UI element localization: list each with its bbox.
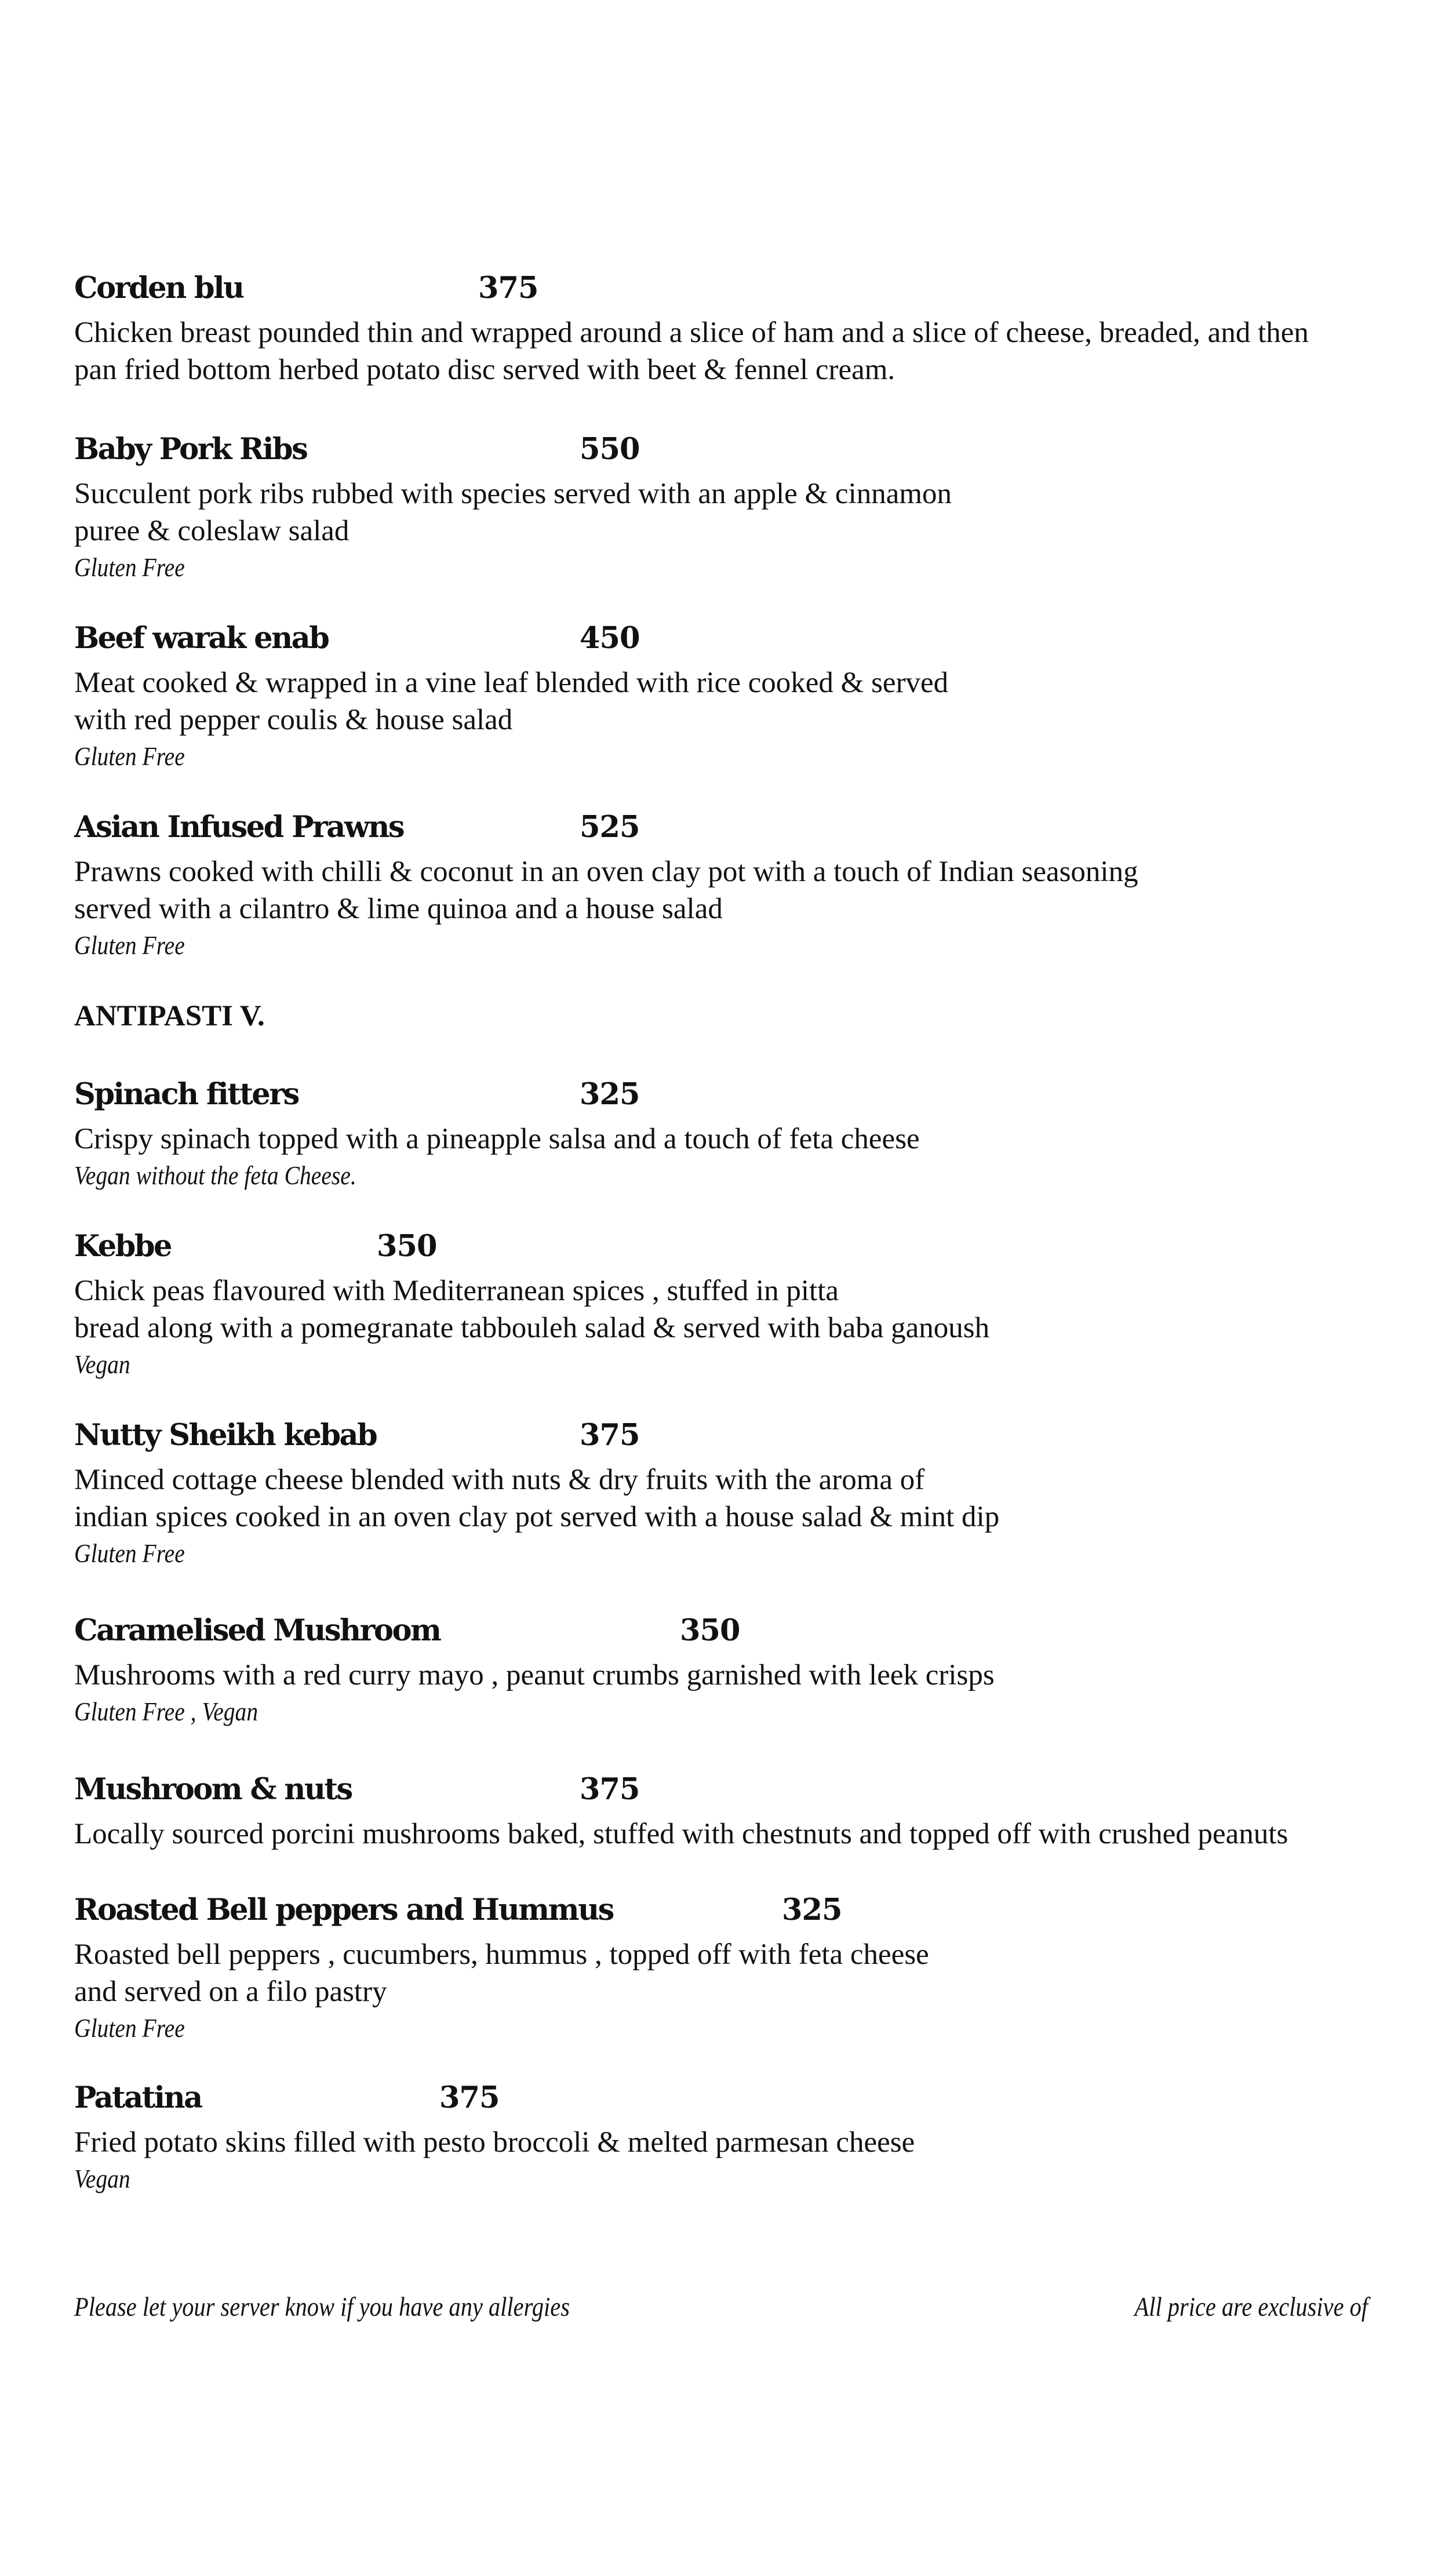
item-name: Spinach fitters	[74, 1077, 298, 1112]
menu-item-nutty-sheikh-kebab	[74, 1415, 1407, 1571]
dietary-tag: Gluten Free , Vegan	[74, 1697, 259, 1726]
dietary-tag: Vegan	[74, 2164, 130, 2193]
item-price: 525	[580, 810, 640, 845]
item-name: Nutty Sheikh kebab	[74, 1418, 377, 1453]
dietary-tag: Gluten Free	[74, 930, 185, 960]
menu-item-spinach-fitters	[74, 1074, 1407, 1194]
item-name: Kebbe	[74, 1229, 171, 1264]
dietary-tag: Vegan without the feta Cheese.	[74, 1160, 356, 1190]
menu-item-asian-infused-prawns	[74, 807, 1407, 963]
price-note: All price are exclusive of	[1134, 2292, 1368, 2322]
item-description-line: and served on a filo pastry	[74, 1975, 387, 2008]
item-description-line: Meat cooked & wrapped in a vine leaf blended with rice cooked & served	[74, 667, 949, 699]
menu-item-corden-blu	[74, 268, 1407, 388]
item-description-line: Crispy spinach topped with a pineapple salsa and a touch of feta cheese	[74, 1123, 920, 1155]
section-heading: ANTIPASTI V.	[74, 1000, 265, 1032]
menu-item-mushroom-and-nuts	[74, 1769, 1407, 1853]
item-name: Caramelised Mushroom	[74, 1613, 440, 1648]
item-name: Roasted Bell peppers and Hummus	[74, 1893, 613, 1927]
item-description-line: puree & coleslaw salad	[74, 515, 349, 547]
menu-item-baby-pork-ribs	[74, 429, 1407, 585]
item-description-line: pan fried bottom herbed potato disc served with beet & fennel cream.	[74, 354, 895, 386]
item-name: Beef warak enab	[74, 621, 329, 656]
item-price: 450	[580, 621, 640, 656]
dietary-tag: Gluten Free	[74, 1538, 185, 1568]
item-description-line: Prawns cooked with chilli & coconut in an oven clay pot with a touch of Indian seasoning	[74, 856, 1138, 888]
item-description-line: Locally sourced porcini mushrooms baked, stuffed with chestnuts and topped off with crushed peanuts	[74, 1818, 1288, 1850]
item-description-line: Chicken breast pounded thin and wrapped around a slice of ham and a slice of cheese, breaded, and then	[74, 316, 1309, 349]
dietary-tag: Vegan	[74, 1349, 130, 1379]
item-price: 375	[439, 2080, 500, 2115]
item-price: 350	[377, 1229, 437, 1264]
item-description-line: with red pepper coulis & house salad	[74, 704, 513, 736]
item-description-line: Succulent pork ribs rubbed with species served with an apple & cinnamon	[74, 478, 952, 510]
item-name: Asian Infused Prawns	[74, 810, 404, 845]
dietary-tag: Gluten Free	[74, 741, 185, 771]
dietary-tag: Gluten Free	[74, 2013, 185, 2043]
menu-item-beef-warak-enab	[74, 618, 1407, 774]
item-description-line: Chick peas flavoured with Mediterranean spices , stuffed in pitta	[74, 1275, 839, 1307]
item-description-line: Fried potato skins filled with pesto broccoli & melted parmesan cheese	[74, 2126, 915, 2159]
item-name: Baby Pork Ribs	[74, 432, 307, 467]
dietary-tag: Gluten Free	[74, 552, 185, 582]
item-price: 375	[478, 271, 538, 305]
item-price: 375	[580, 1418, 640, 1453]
item-price: 325	[782, 1893, 842, 1927]
menu-item-kebbe	[74, 1226, 1407, 1382]
item-description-line: Roasted bell peppers , cucumbers, hummus , topped off with feta cheese	[74, 1938, 929, 1971]
item-description-line: bread along with a pomegranate tabbouleh salad & served with baba ganoush	[74, 1312, 990, 1344]
item-name: Patatina	[74, 2080, 202, 2115]
menu-item-roasted-bell-peppers	[74, 1890, 1407, 2046]
item-description-line: Minced cottage cheese blended with nuts & dry fruits with the aroma of	[74, 1464, 925, 1496]
item-description-line: indian spices cooked in an oven clay pot served with a house salad & mint dip	[74, 1501, 1000, 1533]
item-description-line: Mushrooms with a red curry mayo , peanut crumbs garnished with leek crisps	[74, 1659, 995, 1691]
item-price: 325	[580, 1077, 640, 1112]
menu-item-caramelised-mushroom	[74, 1610, 1407, 1730]
item-price: 350	[680, 1613, 740, 1648]
item-name: Mushroom & nuts	[74, 1772, 352, 1807]
item-price: 550	[580, 432, 640, 467]
item-description-line: served with a cilantro & lime quinoa and a house salad	[74, 893, 723, 925]
allergy-note: Please let your server know if you have any allergies	[74, 2292, 570, 2322]
item-price: 375	[580, 1772, 640, 1807]
menu-item-patatina	[74, 2077, 1407, 2197]
item-name: Corden blu	[74, 271, 243, 305]
